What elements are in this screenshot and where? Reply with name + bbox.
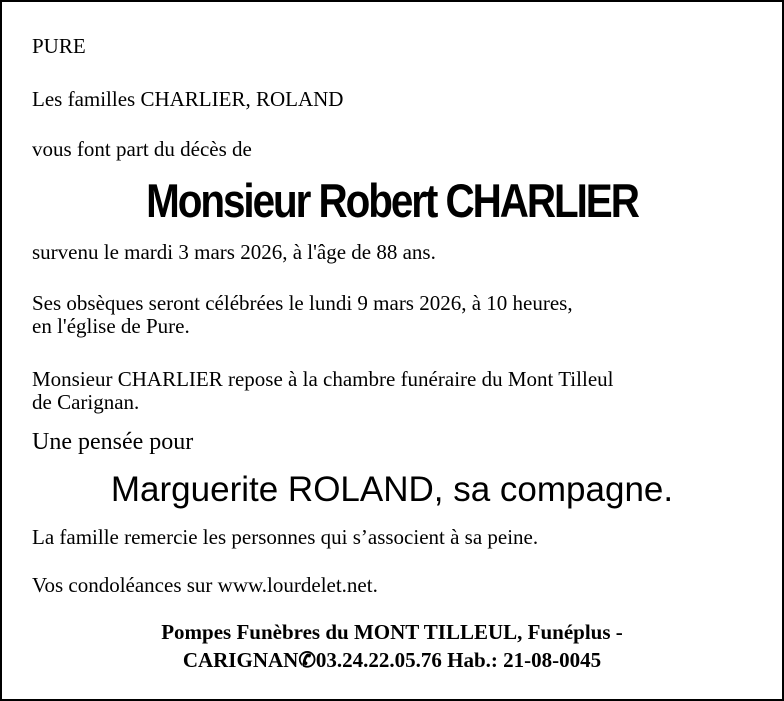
death-info: survenu le mardi 3 mars 2026, à l'âge de 88 ans. <box>32 240 436 264</box>
repose-info-line-1: Monsieur CHARLIER repose à la chambre funéraire du Mont Tilleul <box>32 367 614 391</box>
families-line: Les familles CHARLIER, ROLAND <box>32 87 344 111</box>
thanks-line: La famille remercie les personnes qui s’associent à sa peine. <box>32 525 539 549</box>
announcement-intro: vous font part du décès de <box>32 137 252 161</box>
funeral-home-contact <box>2 647 782 673</box>
thought-person: Marguerite ROLAND, sa compagne. <box>110 470 674 509</box>
funeral-home-town: CARIGNAN <box>182 648 299 672</box>
funeral-home-line: Pompes Funèbres du MONT TILLEUL, Funéplus - <box>161 620 623 644</box>
funeral-info-line-2: en l'église de Pure. <box>32 314 190 338</box>
deceased-name: Monsieur Robert CHARLIER <box>146 174 638 227</box>
funeral-home-phone: 03.24.22.05.76 <box>315 648 442 672</box>
condolences-line: Vos condoléances sur www.lourdelet.net. <box>32 573 378 597</box>
place-name: PURE <box>32 34 86 58</box>
funeral-info-line-1: Ses obsèques seront célébrées le lundi 9 mars 2026, à 10 heures, <box>32 291 573 315</box>
phone-icon: ✆ <box>298 648 316 672</box>
repose-info-line-2: de Carignan. <box>32 390 140 414</box>
thought-intro: Une pensée pour <box>32 429 194 455</box>
funeral-home-license: Hab.: 21-08-0045 <box>447 648 602 672</box>
